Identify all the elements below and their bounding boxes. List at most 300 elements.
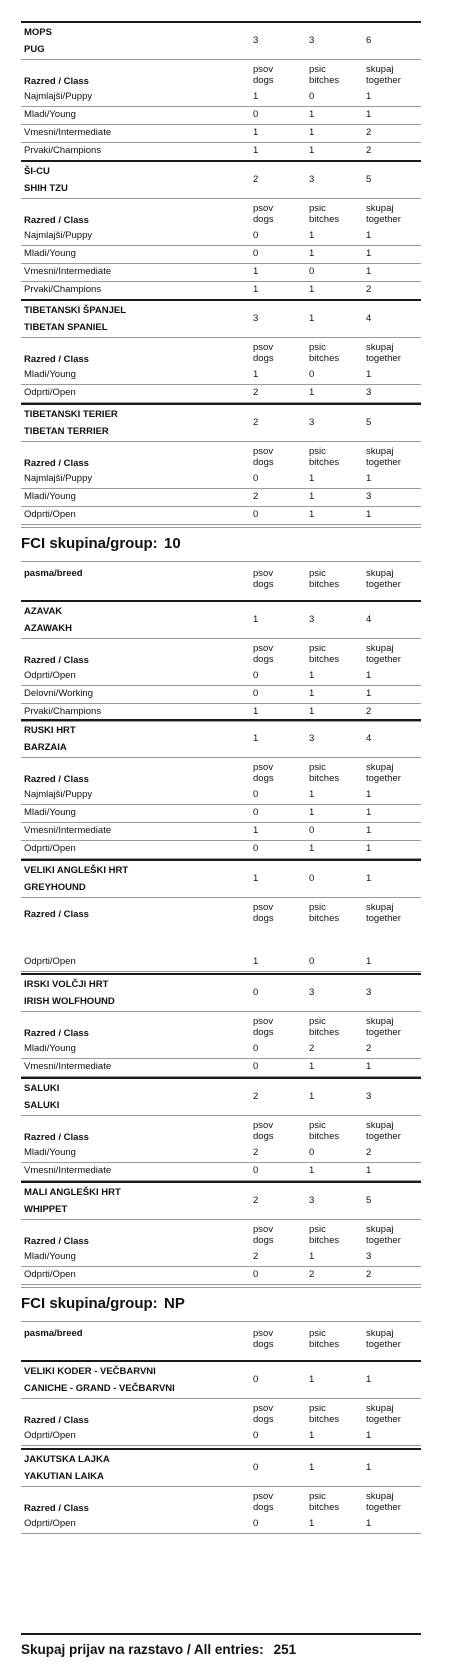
breed-top-rule [21, 859, 421, 861]
breed-top-rule [21, 1360, 421, 1362]
class-header-together-en: together [366, 654, 401, 665]
class-row-label: Najmlajši/Puppy [24, 91, 93, 102]
class-row-label: Prvaki/Champions [24, 145, 102, 156]
class-header-dogs: psov [253, 1016, 274, 1027]
class-row-label: Odprti/Open [24, 670, 76, 681]
class-row-dogs: 0 [253, 670, 259, 681]
breed-header-dogs-en: dogs [253, 1339, 274, 1350]
class-header-dogs-en: dogs [253, 1502, 274, 1513]
breed-total-together: 3 [366, 1091, 372, 1102]
breed-total-together: 1 [366, 873, 372, 884]
breed-total-together: 1 [366, 1374, 372, 1385]
class-row-bitches: 1 [309, 706, 315, 717]
class-row-label: Odprti/Open [24, 387, 76, 398]
class-header-bitches-en: bitches [309, 353, 340, 364]
class-row-bitches: 1 [309, 1518, 315, 1529]
class-header-dogs-en: dogs [253, 214, 274, 225]
class-row-together: 1 [366, 670, 372, 681]
class-row-dogs: 0 [253, 688, 259, 699]
breed-total-bitches: 3 [309, 174, 315, 185]
class-header-dogs-en: dogs [253, 1235, 274, 1246]
class-row-label: Odprti/Open [24, 1518, 76, 1529]
row-divider [21, 124, 421, 125]
fci-group-heading [21, 535, 181, 552]
class-row-label: Prvaki/Champions [24, 284, 102, 295]
class-row-label: Delovni/Working [24, 688, 93, 699]
class-header-label: Razred / Class [24, 458, 89, 469]
breed-name-en: YAKUTIAN LAIKA [24, 1471, 104, 1482]
breed-name-en: AZAWAKH [24, 623, 73, 634]
class-row-dogs: 1 [253, 369, 259, 380]
class-header-rule [21, 638, 421, 639]
breed-header-together: skupaj [366, 1328, 394, 1339]
breed-header-label: pasma/breed [24, 568, 83, 579]
breed-header-bitches-en: bitches [309, 1339, 340, 1350]
class-row-dogs: 2 [253, 1251, 259, 1262]
class-row-bitches: 1 [309, 807, 315, 818]
class-row-bitches: 1 [309, 109, 315, 120]
class-header-bitches: psic [309, 1403, 326, 1414]
class-header-bitches: psic [309, 64, 326, 75]
class-row-bitches: 1 [309, 1430, 315, 1441]
class-row-dogs: 1 [253, 127, 259, 138]
class-header-label: Razred / Class [24, 1415, 89, 1426]
class-row-together: 1 [366, 688, 372, 699]
class-header-together-en: together [366, 1414, 401, 1425]
class-header-together-en: together [366, 1235, 401, 1246]
row-divider [21, 1284, 421, 1285]
breed-total-dogs: 0 [253, 987, 259, 998]
class-row-label: Mladi/Young [24, 1147, 76, 1158]
class-row-together: 1 [366, 1518, 372, 1529]
fci-group-number: NP [164, 1295, 185, 1312]
class-header-dogs-en: dogs [253, 75, 274, 86]
class-header-bitches-en: bitches [309, 1131, 340, 1142]
class-header-label: Razred / Class [24, 1132, 89, 1143]
class-header-bitches: psic [309, 1491, 326, 1502]
breed-name-sl: JAKUTSKA LAJKA [24, 1454, 110, 1465]
breed-total-together: 6 [366, 35, 372, 46]
breed-header-dogs: psov [253, 1328, 274, 1339]
class-row-bitches: 2 [309, 1269, 315, 1280]
class-header-rule [21, 1115, 421, 1116]
breed-header-top [21, 561, 421, 562]
class-header-together: skupaj [366, 1016, 394, 1027]
class-row-dogs: 0 [253, 109, 259, 120]
breed-total-dogs: 2 [253, 1195, 259, 1206]
class-header-together: skupaj [366, 1120, 394, 1131]
class-header-bitches: psic [309, 902, 326, 913]
class-row-bitches: 1 [309, 230, 315, 241]
class-row-together: 1 [366, 509, 372, 520]
class-header-bitches: psic [309, 1016, 326, 1027]
class-row-label: Mladi/Young [24, 1251, 76, 1262]
breed-total-dogs: 0 [253, 1462, 259, 1473]
class-row-bitches: 0 [309, 1147, 315, 1158]
class-header-bitches: psic [309, 1224, 326, 1235]
breed-total-together: 5 [366, 1195, 372, 1206]
class-header-together-en: together [366, 1131, 401, 1142]
class-header-label: Razred / Class [24, 76, 89, 87]
breed-total-bitches: 3 [309, 35, 315, 46]
breed-total-bitches: 3 [309, 733, 315, 744]
class-row-together: 2 [366, 145, 372, 156]
class-row-dogs: 0 [253, 789, 259, 800]
breed-top-rule [21, 973, 421, 975]
class-header-dogs: psov [253, 1403, 274, 1414]
breed-name-en: WHIPPET [24, 1204, 68, 1215]
class-row-bitches: 1 [309, 789, 315, 800]
breed-name-en: TIBETAN TERRIER [24, 426, 109, 437]
breed-name-en: IRISH WOLFHOUND [24, 996, 115, 1007]
class-row-bitches: 1 [309, 473, 315, 484]
class-header-label: Razred / Class [24, 909, 89, 920]
class-row-together: 2 [366, 1147, 372, 1158]
class-header-rule [21, 1011, 421, 1012]
class-row-label: Mladi/Young [24, 491, 76, 502]
class-row-dogs: 1 [253, 284, 259, 295]
breed-total-bitches: 1 [309, 1462, 315, 1473]
row-divider [21, 840, 421, 841]
breed-total-together: 3 [366, 987, 372, 998]
breed-header-together-en: together [366, 1339, 401, 1350]
row-divider [21, 106, 421, 107]
row-divider [21, 384, 421, 385]
breed-name-sl: VELIKI ANGLEŠKI HRT [24, 865, 129, 876]
breed-total-together: 4 [366, 313, 372, 324]
class-row-bitches: 1 [309, 145, 315, 156]
class-row-together: 1 [366, 825, 372, 836]
class-header-bitches: psic [309, 342, 326, 353]
class-header-bitches-en: bitches [309, 654, 340, 665]
class-row-dogs: 0 [253, 843, 259, 854]
breed-total-together: 1 [366, 1462, 372, 1473]
row-divider [21, 721, 421, 722]
class-row-label: Odprti/Open [24, 1430, 76, 1441]
breed-name-sl: MALI ANGLEŠKI HRT [24, 1187, 121, 1198]
breed-total-bitches: 3 [309, 417, 315, 428]
breed-top-rule [21, 299, 421, 301]
class-header-together: skupaj [366, 762, 394, 773]
class-header-bitches-en: bitches [309, 1027, 340, 1038]
class-header-bitches-en: bitches [309, 773, 340, 784]
class-row-dogs: 1 [253, 266, 259, 277]
class-header-together-en: together [366, 913, 401, 924]
class-header-dogs: psov [253, 64, 274, 75]
breed-total-bitches: 3 [309, 987, 315, 998]
class-header-together-en: together [366, 1027, 401, 1038]
class-row-together: 3 [366, 491, 372, 502]
class-header-bitches-en: bitches [309, 1502, 340, 1513]
class-header-together: skupaj [366, 1403, 394, 1414]
class-row-label: Najmlajši/Puppy [24, 789, 93, 800]
class-row-together: 2 [366, 706, 372, 717]
class-row-together: 1 [366, 473, 372, 484]
class-row-bitches: 1 [309, 248, 315, 259]
class-header-dogs-en: dogs [253, 1027, 274, 1038]
breed-name-sl: RUSKI HRT [24, 725, 76, 736]
class-row-dogs: 0 [253, 1043, 259, 1054]
class-header-label: Razred / Class [24, 1236, 89, 1247]
footer-rule [21, 1633, 421, 1635]
breed-header-dogs-en: dogs [253, 579, 274, 590]
breed-name-en: TIBETAN SPANIEL [24, 322, 108, 333]
class-header-rule [21, 337, 421, 338]
row-divider [21, 971, 421, 972]
class-header-bitches-en: bitches [309, 75, 340, 86]
class-row-together: 3 [366, 387, 372, 398]
breed-name-en: BARZAIA [24, 742, 67, 753]
class-row-dogs: 2 [253, 491, 259, 502]
class-row-together: 2 [366, 1269, 372, 1280]
class-row-dogs: 0 [253, 248, 259, 259]
row-divider [21, 1162, 421, 1163]
class-row-together: 1 [366, 91, 372, 102]
class-header-dogs-en: dogs [253, 353, 274, 364]
breed-name-sl: AZAVAK [24, 606, 63, 617]
breed-name-sl: ŠI-CU [24, 166, 50, 177]
class-header-dogs: psov [253, 1120, 274, 1131]
all-entries-value: 251 [273, 1642, 297, 1657]
class-row-together: 2 [366, 284, 372, 295]
class-row-together: 1 [366, 109, 372, 120]
class-row-dogs: 0 [253, 1518, 259, 1529]
class-row-bitches: 1 [309, 509, 315, 520]
breed-total-together: 5 [366, 174, 372, 185]
class-header-dogs-en: dogs [253, 457, 274, 468]
class-header-label: Razred / Class [24, 354, 89, 365]
class-header-dogs: psov [253, 342, 274, 353]
row-divider [21, 506, 421, 507]
breed-name-sl: TIBETANSKI TERIER [24, 409, 118, 420]
class-header-dogs-en: dogs [253, 1414, 274, 1425]
breed-name-en: PUG [24, 44, 45, 55]
class-row-bitches: 0 [309, 825, 315, 836]
breed-header-bitches: psic [309, 1328, 326, 1339]
breed-name-en: GREYHOUND [24, 882, 86, 893]
class-row-dogs: 1 [253, 956, 259, 967]
row-divider [21, 142, 421, 143]
class-row-label: Vmesni/Intermediate [24, 1061, 112, 1072]
breed-header-top [21, 1321, 421, 1322]
breed-top-rule [21, 1448, 421, 1450]
all-entries-total [21, 1642, 296, 1657]
breed-header-together: skupaj [366, 568, 394, 579]
class-header-dogs-en: dogs [253, 654, 274, 665]
class-header-rule [21, 1398, 421, 1399]
class-row-bitches: 1 [309, 843, 315, 854]
class-header-together-en: together [366, 1502, 401, 1513]
class-header-together: skupaj [366, 446, 394, 457]
class-row-dogs: 0 [253, 1061, 259, 1072]
breed-total-bitches: 3 [309, 614, 315, 625]
class-row-bitches: 0 [309, 266, 315, 277]
class-row-bitches: 1 [309, 1165, 315, 1176]
class-row-label: Odprti/Open [24, 956, 76, 967]
breed-top-rule [21, 160, 421, 162]
row-divider [21, 524, 421, 525]
class-header-rule [21, 198, 421, 199]
class-row-dogs: 2 [253, 1147, 259, 1158]
class-row-label: Mladi/Young [24, 109, 76, 120]
class-row-label: Mladi/Young [24, 1043, 76, 1054]
class-row-dogs: 0 [253, 1430, 259, 1441]
class-row-label: Prvaki/Champions [24, 706, 102, 717]
breed-total-together: 5 [366, 417, 372, 428]
group-divider [21, 1287, 421, 1288]
class-header-together: skupaj [366, 1224, 394, 1235]
fci-group-number: 10 [164, 535, 181, 552]
class-header-dogs-en: dogs [253, 773, 274, 784]
fci-group-label: FCI skupina/group: [21, 1295, 158, 1312]
class-header-dogs: psov [253, 1224, 274, 1235]
class-header-dogs: psov [253, 762, 274, 773]
class-header-dogs-en: dogs [253, 913, 274, 924]
class-row-label: Vmesni/Intermediate [24, 127, 112, 138]
breed-name-en: CANICHE - GRAND - VEČBARVNI [24, 1383, 175, 1394]
class-row-together: 1 [366, 1430, 372, 1441]
class-row-dogs: 1 [253, 145, 259, 156]
class-row-bitches: 1 [309, 670, 315, 681]
breed-header-bitches: psic [309, 568, 326, 579]
class-header-together: skupaj [366, 1491, 394, 1502]
class-header-together-en: together [366, 457, 401, 468]
class-header-together: skupaj [366, 902, 394, 913]
class-header-together: skupaj [366, 342, 394, 353]
class-header-rule [21, 757, 421, 758]
row-divider [21, 703, 421, 704]
class-header-together: skupaj [366, 643, 394, 654]
class-row-bitches: 2 [309, 1043, 315, 1054]
class-row-label: Mladi/Young [24, 807, 76, 818]
class-row-together: 1 [366, 266, 372, 277]
class-row-dogs: 0 [253, 1165, 259, 1176]
class-row-bitches: 1 [309, 688, 315, 699]
class-header-dogs: psov [253, 203, 274, 214]
class-header-bitches: psic [309, 762, 326, 773]
row-divider [21, 804, 421, 805]
breed-top-rule [21, 719, 421, 721]
class-row-dogs: 2 [253, 387, 259, 398]
class-header-dogs: psov [253, 902, 274, 913]
row-divider [21, 488, 421, 489]
class-header-rule [21, 1486, 421, 1487]
class-header-bitches-en: bitches [309, 1414, 340, 1425]
row-divider [21, 1533, 421, 1534]
class-header-together: skupaj [366, 64, 394, 75]
group-divider [21, 527, 421, 528]
class-row-label: Vmesni/Intermediate [24, 825, 112, 836]
breed-total-dogs: 1 [253, 614, 259, 625]
row-divider [21, 245, 421, 246]
class-row-label: Najmlajši/Puppy [24, 473, 93, 484]
row-divider [21, 1445, 421, 1446]
fci-group-label: FCI skupina/group: [21, 535, 158, 552]
class-row-together: 1 [366, 807, 372, 818]
class-header-rule [21, 897, 421, 898]
class-row-dogs: 0 [253, 230, 259, 241]
class-row-label: Mladi/Young [24, 369, 76, 380]
class-row-label: Odprti/Open [24, 843, 76, 854]
breed-top-rule [21, 600, 421, 602]
class-row-bitches: 1 [309, 387, 315, 398]
class-row-label: Odprti/Open [24, 1269, 76, 1280]
breed-total-dogs: 1 [253, 733, 259, 744]
class-row-together: 1 [366, 843, 372, 854]
breed-name-sl: IRSKI VOLČJI HRT [24, 979, 109, 990]
class-row-together: 1 [366, 369, 372, 380]
breed-name-sl: TIBETANSKI ŠPANJEL [24, 305, 127, 316]
breed-total-dogs: 2 [253, 174, 259, 185]
class-header-bitches-en: bitches [309, 457, 340, 468]
class-row-together: 1 [366, 1165, 372, 1176]
row-divider [21, 263, 421, 264]
class-header-bitches-en: bitches [309, 214, 340, 225]
class-row-together: 1 [366, 248, 372, 259]
class-row-together: 1 [366, 789, 372, 800]
breed-total-bitches: 1 [309, 1091, 315, 1102]
class-row-dogs: 0 [253, 807, 259, 818]
class-header-together: skupaj [366, 203, 394, 214]
class-header-dogs: psov [253, 446, 274, 457]
all-entries-label: Skupaj prijav na razstavo / All entries: [21, 1642, 264, 1657]
class-header-bitches: psic [309, 1120, 326, 1131]
breed-name-sl: SALUKI [24, 1083, 60, 1094]
class-header-rule [21, 441, 421, 442]
class-row-bitches: 1 [309, 284, 315, 295]
breed-total-bitches: 3 [309, 1195, 315, 1206]
class-row-together: 1 [366, 1061, 372, 1072]
class-header-together-en: together [366, 353, 401, 364]
class-row-bitches: 1 [309, 1061, 315, 1072]
class-header-label: Razred / Class [24, 655, 89, 666]
breed-top-rule [21, 21, 421, 23]
class-row-bitches: 1 [309, 1251, 315, 1262]
breed-header-bitches-en: bitches [309, 579, 340, 590]
class-header-label: Razred / Class [24, 1028, 89, 1039]
breed-total-dogs: 0 [253, 1374, 259, 1385]
breed-total-bitches: 1 [309, 313, 315, 324]
breed-total-dogs: 2 [253, 1091, 259, 1102]
class-row-together: 1 [366, 956, 372, 967]
breed-header-dogs: psov [253, 568, 274, 579]
breed-top-rule [21, 1181, 421, 1183]
class-row-dogs: 0 [253, 1269, 259, 1280]
class-header-together-en: together [366, 773, 401, 784]
breed-name-sl: VELIKI KODER - VEČBARVNI [24, 1366, 156, 1377]
class-header-label: Razred / Class [24, 774, 89, 785]
class-row-label: Odprti/Open [24, 509, 76, 520]
class-row-dogs: 1 [253, 825, 259, 836]
class-row-dogs: 0 [253, 473, 259, 484]
breed-header-together-en: together [366, 579, 401, 590]
class-header-rule [21, 59, 421, 60]
class-header-bitches-en: bitches [309, 1235, 340, 1246]
class-row-together: 1 [366, 230, 372, 241]
class-row-together: 2 [366, 1043, 372, 1054]
fci-group-heading [21, 1295, 185, 1312]
breed-total-dogs: 3 [253, 313, 259, 324]
breed-name-en: SALUKI [24, 1100, 60, 1111]
row-divider [21, 281, 421, 282]
class-header-dogs-en: dogs [253, 1131, 274, 1142]
class-header-bitches-en: bitches [309, 913, 340, 924]
class-row-label: Najmlajši/Puppy [24, 230, 93, 241]
class-header-label: Razred / Class [24, 1503, 89, 1514]
row-divider [21, 685, 421, 686]
class-header-together-en: together [366, 214, 401, 225]
breed-name-sl: MOPS [24, 27, 52, 38]
